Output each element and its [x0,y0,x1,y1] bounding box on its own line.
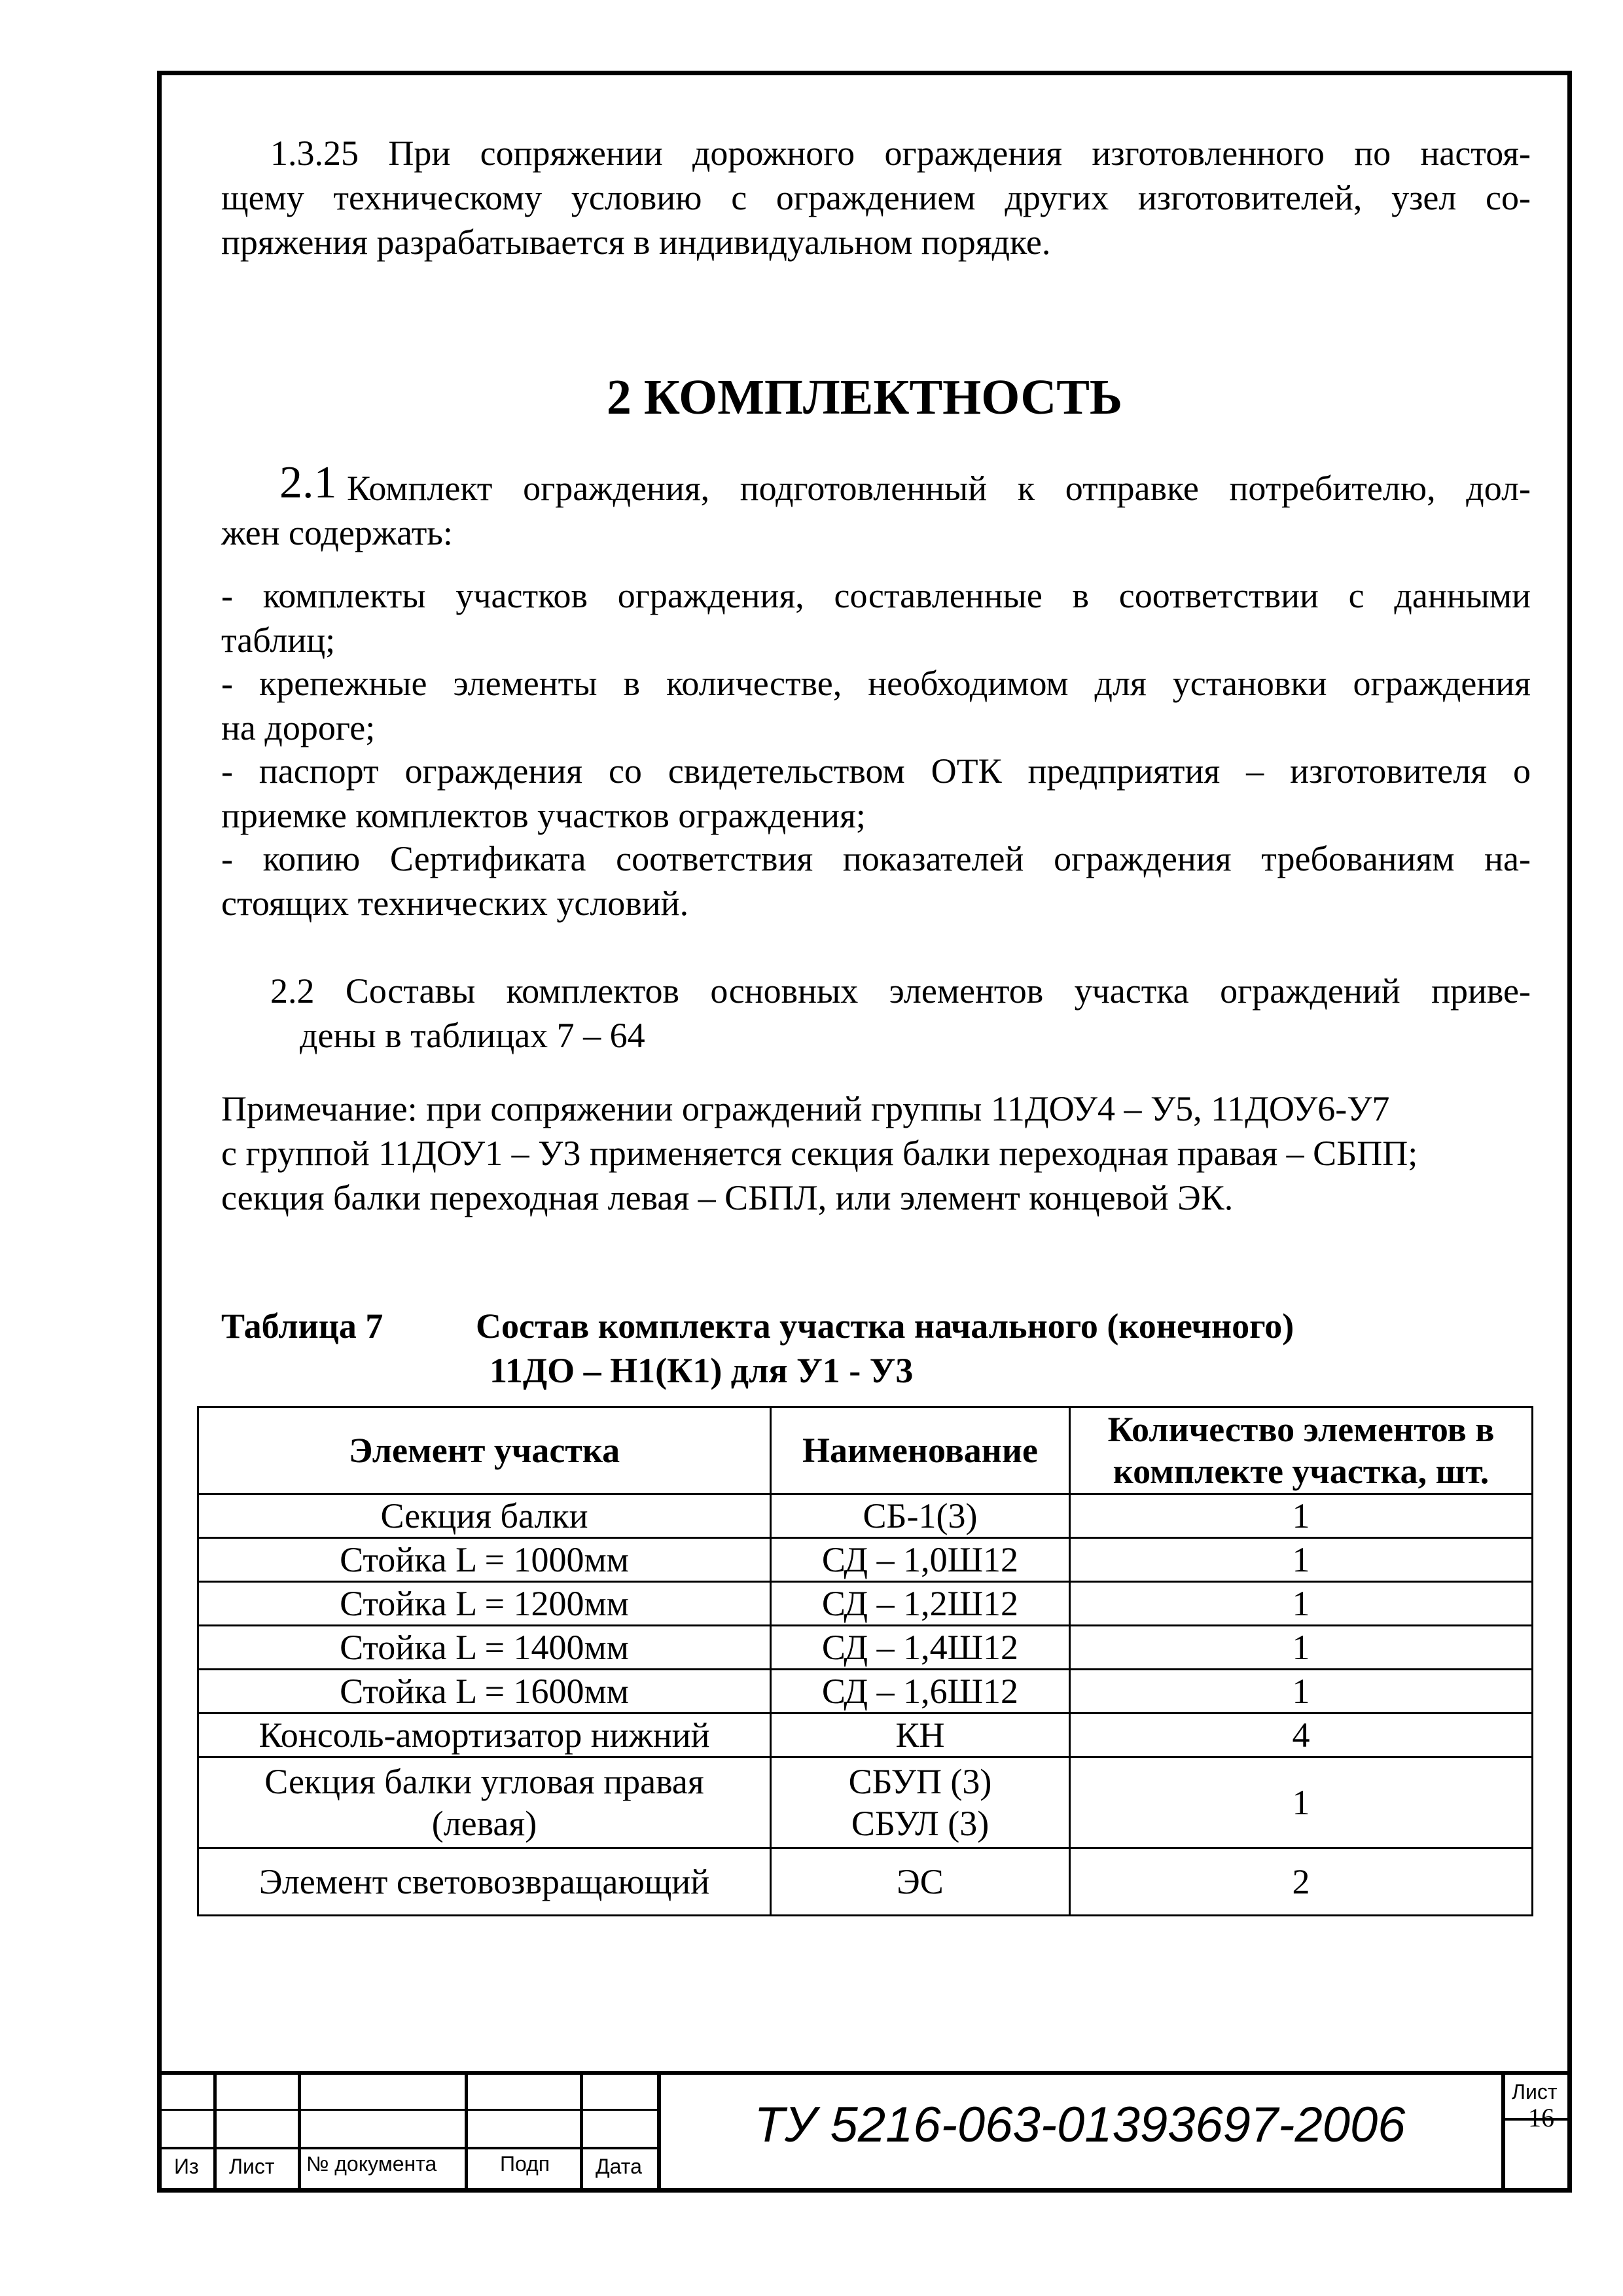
table-row [198,1848,1533,1916]
cell-name: ЭС [771,1848,1070,1916]
table-row [198,1626,1533,1670]
clause-2-1-number: 2.1 [279,457,337,508]
cell-name: СД – 1,6Ш12 [771,1670,1070,1713]
list-item-2-line-2: на дороге; [221,708,376,747]
stamp-label-data: Дата [596,2155,642,2178]
table-title-line-2: 11ДО – Н1(К1) для У1 - У3 [490,1351,914,1390]
list-item-4-line-2: стоящих технических условий. [221,884,689,923]
table-label: Таблица 7 [221,1306,383,1346]
note-line-3: секция балки переходная левая – СБПЛ, или элемент концевой ЭК. [221,1178,1234,1217]
cell-qty: 1 [1070,1670,1533,1713]
cell-name [771,1757,1070,1848]
header-qty-line-2: комплекте участка, шт. [1113,1452,1489,1491]
table-row [198,1713,1533,1757]
list-item-1-line-2: таблиц; [221,620,336,660]
document-code: ТУ 5216-063-01393697-2006 [754,2097,1406,2153]
stamp-grid-line [213,2071,217,2193]
clause-1-3-25-line-1: 1.3.25 При сопряжении дорожного ограждения изготовленного по настоя- [270,134,1531,173]
cell-element [198,1757,771,1848]
list-item-2-line-1: - крепежные элементы в количестве, необходимом для установки ограждения [221,664,1531,703]
clause-1-3-25-line-2: щему техническому условию с ограждением других изготовителей, узел со- [221,178,1531,217]
cell-element: Стойка L = 1600мм [198,1670,771,1713]
page-number: 16 [1528,2103,1554,2132]
cell-element: Стойка L = 1200мм [198,1582,771,1626]
cell-element: Секция балки [198,1494,771,1538]
cell-element: Консоль-амортизатор нижний [198,1713,771,1757]
cell-name-line-2: СБУЛ (3) [851,1804,990,1843]
clause-2-1-line-1: Комплект ограждения, подготовленный к отправке потребителю, дол- [347,469,1531,508]
list-item-3-line-2: приемке комплектов участков ограждения; [221,796,866,835]
composition-table [197,1406,1533,1916]
clause-2-2-line-1: 2.2 Составы комплектов основных элементов участка ограждений приве- [270,971,1531,1011]
clause-2-2-line-2: дены в таблицах 7 – 64 [300,1016,645,1055]
cell-element: Элемент световозвращающий [198,1848,771,1916]
cell-name: СД – 1,2Ш12 [771,1582,1070,1626]
table-title-line-1: Состав комплекта участка начального (конечного) [476,1306,1294,1346]
stamp-label-sheet: Лист [1512,2080,1558,2104]
cell-qty: 1 [1070,1757,1533,1848]
cell-element-line-1: Секция балки угловая правая [264,1762,704,1801]
stamp-label-iz: Из [174,2155,199,2178]
header-element: Элемент участка [198,1407,771,1494]
table-row [198,1494,1533,1538]
stamp-label-list: Лист [229,2155,275,2178]
cell-qty: 1 [1070,1538,1533,1582]
cell-qty: 1 [1070,1494,1533,1538]
table-row [198,1538,1533,1582]
list-item-1-line-1: - комплекты участков ограждения, составленные в соответствии с данными [221,576,1531,615]
stamp-grid-line [580,2071,583,2193]
cell-element: Стойка L = 1000мм [198,1538,771,1582]
cell-element-line-2: (левая) [431,1804,537,1843]
cell-name: СД – 1,0Ш12 [771,1538,1070,1582]
stamp-grid-line [1501,2071,1505,2193]
cell-name: СБ-1(3) [771,1494,1070,1538]
cell-qty: 4 [1070,1713,1533,1757]
clause-1-3-25-line-3: пряжения разрабатывается в индивидуальном порядке. [221,223,1051,262]
stamp-grid-line [157,2109,661,2111]
note-line-2: с группой 11ДОУ1 – У3 применяется секция балки переходная правая – СБПП; [221,1134,1418,1173]
table-row [198,1670,1533,1713]
note-line-1: Примечание: при сопряжении ограждений группы 11ДОУ4 – У5, 11ДОУ6-У7 [221,1089,1390,1128]
section-title: 2 КОМПЛЕКТНОСТЬ [606,370,1123,425]
clause-2-1-line-2: жен содержать: [221,513,453,552]
table-header-row [198,1407,1533,1494]
cell-qty: 1 [1070,1582,1533,1626]
stamp-grid-line [157,2147,661,2149]
header-qty-line-1: Количество элементов в [1107,1410,1495,1449]
header-name: Наименование [771,1407,1070,1494]
stamp-grid-line [465,2071,468,2193]
table-row [198,1582,1533,1626]
list-item-4-line-1: - копию Сертификата соответствия показателей ограждения требованиям на- [221,839,1531,878]
stamp-grid-line [298,2071,301,2193]
stamp-label-podp: Подп [500,2152,550,2176]
cell-name: КН [771,1713,1070,1757]
cell-name: СД – 1,4Ш12 [771,1626,1070,1670]
stamp-label-doc-no: № документа [306,2152,437,2176]
cell-name-line-1: СБУП (3) [848,1762,992,1801]
cell-element: Стойка L = 1400мм [198,1626,771,1670]
cell-qty: 1 [1070,1626,1533,1670]
table-row [198,1757,1533,1848]
cell-qty: 2 [1070,1848,1533,1916]
header-qty [1070,1407,1533,1494]
list-item-3-line-1: - паспорт ограждения со свидетельством ОТК предприятия – изготовителя о [221,751,1531,791]
stamp-top-line [157,2071,1572,2075]
